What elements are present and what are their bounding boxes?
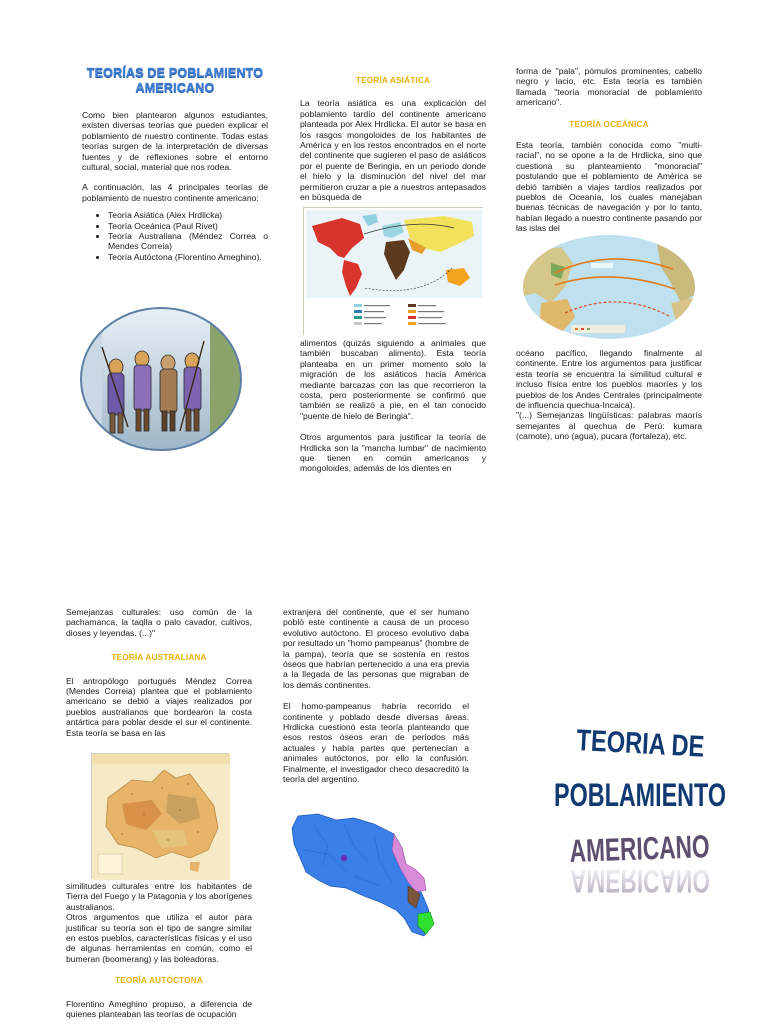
page1-column-2-continued: [300, 338, 486, 474]
main-title: TEORÍAS DE POBLAMIENTO AMERICANO: [86, 66, 264, 95]
list-intro-paragraph: A continuación, las 4 principales teorías de poblamiento de nuestro continente americano:: [82, 182, 268, 203]
cover-title-line-3: AMERICANO: [568, 826, 768, 869]
page1-column-2: [300, 76, 486, 202]
asiatica-paragraph-3: Otros argumentos para justificar la teoría de Hrdlicka son la "mancha lumbar" de nacimiento que tienen en común americanos y mongoloides, además de los dientes en: [300, 432, 486, 474]
oceanica-paragraph-1: Esta teoría, también conocida como "multi-racial", no se opone a la de Hrdlicka, sino que cuestiona su planteamiento "monoracial" postulando que el poblamiento de América se debió también a viajes tardíos realizados por pueblos de Oceanía, los cuales manejaban buenas técnicas de navegación y por lo tanto, habían llegado a nuestro continente pasando por las islas del: [516, 140, 702, 234]
autoctona-paragraph-3: El homo-pampeanus habría recorrido el continente y poblado desde diversas áreas. Hrdlicka cuestionó esta teoría planteando que esos restos óseos eran de periodos más actuales y había partes que pertenecían a animales autóctonos, por ello la confusión. Finalmente, el investigador checo desacreditó la teoría del argentino.: [283, 701, 469, 785]
page2-column-2: [283, 607, 469, 785]
cover-title-graphic: [540, 700, 768, 920]
heading-teoria-oceanica: TEORÍA OCEÁNICA: [569, 119, 649, 129]
oceanica-paragraph-2: océano pacífico, llegando finalmente al continente. Entre los argumentos para justificar esta teoría se encuentra la similitud cultural e incluso física entre los pueblos maoríes y los pueblos de los Andes Centrales (principalmente de influencia quechua-Incaica).: [516, 348, 702, 411]
page1-column-3: [516, 66, 702, 234]
heading-teoria-australiana: TEORÍA AUSTRALIANA: [111, 653, 207, 663]
autoctona-paragraph-1: Florentino Ameghino propuso, a diferencia de quienes planteaban las teorías de ocupación: [66, 998, 252, 1020]
australiana-paragraph-1: El antropólogo portugués Méndez Correa (Mendes Correia) plantea que el poblamiento americano se debió a viajes realizados por pueblos australianos que bordearon la costa antártica para poblar desde el sur el continente. Esta teoría se basa en las: [66, 675, 252, 738]
regional-map: [284, 806, 444, 951]
list-item: • Teoría Asiática (Alex Hrdlicka): [108, 210, 268, 220]
page2-column-1: [66, 607, 252, 738]
cover-title-line-2: POBLAMIENTO: [554, 777, 726, 813]
intro-paragraph: Como bien plantearon algunos estudiantes, existen diversas teorías que pueden explicar el poblamiento de nuestro continente. Todas estas teorías surgen de la interpretación de diversas fuentes y de reflexiones sobre el entorno cultural, social, material que nos rodea.: [82, 110, 268, 173]
oceanica-paragraph-3: "(...) Semejanzas lingüísticas: palabras maorís semejantes al quechua de Perú: kumara (camote), uno (agua), pucara (fortaleza), etc.: [516, 410, 702, 442]
theories-list: [82, 210, 268, 262]
list-item: • Teoría Australiana (Méndez Correa o Mendes Correia): [108, 231, 268, 252]
cover-title: [540, 700, 768, 920]
autoctona-paragraph-2: extranjera del continente, que el ser humano pobló este continente a causa de un proceso evolutivo autóctono. El proceso evolutivo daba por resultado un "homo pampeanus" (hombre de la pampa), teoría que se sostenía en restos óseos que habrían pertenecido a una era previa a la llegada de las personas que migraban de los demás continentes.: [283, 607, 469, 690]
asiatica-paragraph-2: alimentos (quizás siguiendo a animales que también buscaban alimento). Esta teoría planteaba en un primer momento solo la migración de los asiáticos hacia América mediante barcazas con las que recorrieron la costa, pero posteriormente se confirmó que también se realizó a pie, en el tan conocido "puente de hielo de Beringia".: [300, 338, 486, 421]
australia-map: [91, 753, 229, 879]
pacific-migration-map: [521, 233, 697, 341]
oceanica-paragraph-4: Semejanzas culturales: uso común de la pachamanca, la taqlla o palo cavador, cultivos, dioses y leyendas. (...)": [66, 607, 252, 638]
australiana-paragraph-2: similitudes culturales entre los habitantes de Tierra del Fuego y la Patagonia y los aborígenes australianos.: [66, 881, 252, 912]
asiatica-paragraph-1: La teoría asiática es una explicación del poblamiento tardío del continente americano planteada por Alex Hrdlicka. El autor se basa en los rasgos mongoloides de los habitantes de América y en los restos encontrados en el norte del continente que sugieren el paso de asiáticos por el puente de Beringia, en un periodo donde el hielo y la disminución del nivel del mar permitieron cruzar a pie a nuestros antepasados en búsqueda de: [300, 98, 486, 203]
list-item: • Teoría Autóctona (Florentino Ameghino).: [108, 252, 268, 262]
prehistoric-people-illustration: [80, 307, 242, 451]
list-item: • Teoría Oceánica (Paul Rivet): [108, 221, 268, 231]
heading-teoria-asiatica: TEORÍA ASIÁTICA: [355, 76, 431, 85]
australiana-paragraph-3: Otros argumentos que utiliza el autor para justificar su teoría son el tipo de sangre similar en estos pueblos, características físicas y el uso de algunas herramientas en común, como el bumeran (boomerang) y las boleadoras.: [66, 912, 252, 964]
asiatica-paragraph-4: forma de "pala", pómulos prominentes, cabello negro y lacio, etc. Esta teoría es también llamada "teoría monoracial de poblamiento americano".: [516, 66, 702, 108]
cover-title-reflection: AMERICANO: [570, 863, 710, 899]
heading-teoria-autoctona: TEORÍA AUTÓCTONA: [115, 976, 203, 986]
cover-title-line-1: TEORIA DE: [575, 724, 740, 766]
world-migration-map: [303, 207, 483, 335]
page1-column-3-continued: [516, 348, 702, 442]
page2-column-1-continued: [66, 881, 252, 1019]
page1-column-1: [82, 66, 268, 262]
